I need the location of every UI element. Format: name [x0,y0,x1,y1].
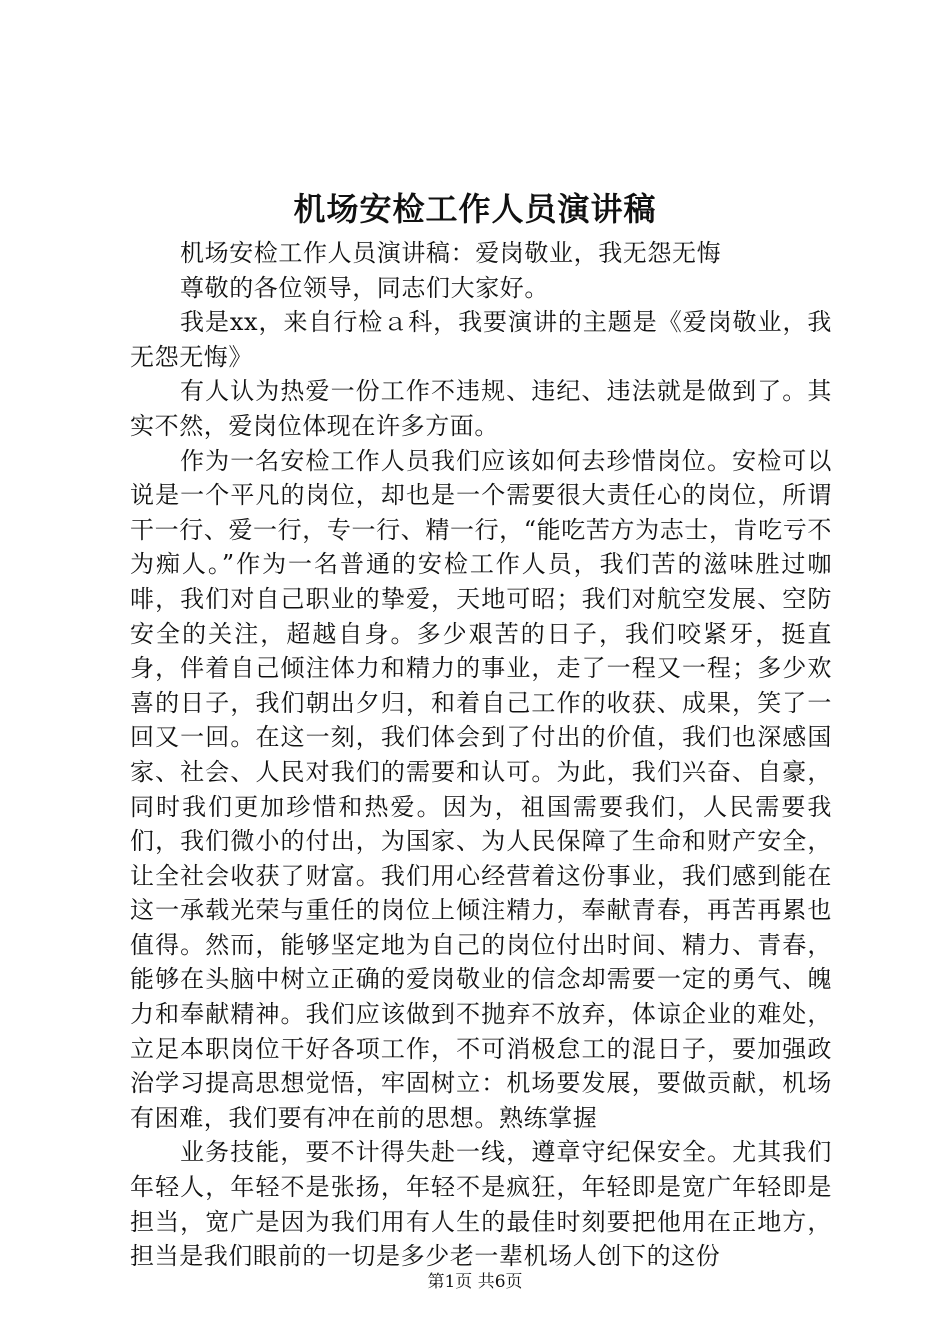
paragraph-main: 作为一名安检工作人员我们应该如何去珍惜岗位。安检可以说是一个平凡的岗位，却也是一个需要很大责任心的岗位，所谓干一行、爱一行，专一行、精一行，“能吃苦方为志士，肯吃亏不为痴人。”作为一名普通的安检工作人员，我们苦的滋味胜过咖啡，我们对自己职业的挚爱，天地可昭；我们对航空发展、空防安全的关注，超越自身。多少艰苦的日子，我们咬紧牙，挺直身，伴着自己倾注体力和精力的事业，走了一程又一程；多少欢喜的日子，我们朝出夕归，和着自己工作的收获、成果，笑了一回又一回。在这一刻，我们体会到了付出的价值，我们也深感国家、社会、人民对我们的需要和认可。为此，我们兴奋、自豪，同时我们更加珍惜和热爱。因为，祖国需要我们，人民需要我们，我们微小的付出，为国家、为人民保障了生命和财产安全，让全社会收获了财富。我们用心经营着这份事业，我们感到能在这一承载光荣与重任的岗位上倾注精力，奉献青春，再苦再累也值得。然而，能够坚定地为自己的岗位付出时间、精力、青春，能够在头脑中树立正确的爱岗敬业的信念却需要一定的勇气、魄力和奉献精神。我们应该做到不抛弃不放弃，体谅企业的难处，立足本职岗位干好各项工作，不可消极怠工的混日子，要加强政治学习提高思想觉悟，牢固树立：机场要发展，要做贡献，机场有困难，我们要有冲在前的思想。熟练掌握 [130,446,832,1132]
paragraph-greeting: 尊敬的各位领导，同志们大家好。 [180,273,549,302]
paragraph-subtitle: 机场安检工作人员演讲稿：爱岗敬业，我无怨无悔 [180,239,722,267]
paragraph-skills: 业务技能，要不计得失赴一线，遵章守纪保安全。尤其我们年轻人，年轻不是张扬，年轻不是疯狂，年轻即是宽广年轻即是担当，宽广是因为我们用有人生的最佳时刻要把他用在正地方，担当是我们眼前的一切是多少老一辈机场人创下的这份 [130,1138,832,1271]
paragraph-intro: 我是xx，来自行检ａ科，我要演讲的主题是《爱岗敬业，我无怨无悔》 [130,308,832,371]
page-footer: 第1页 共6页 [427,1272,523,1292]
document-title: 机场安检工作人员演讲稿 [293,190,657,228]
document-body [130,236,832,1274]
paragraph-opinion: 有人认为热爱一份工作不违规、违纪、违法就是做到了。其实不然，爱岗位体现在许多方面。 [130,377,832,440]
